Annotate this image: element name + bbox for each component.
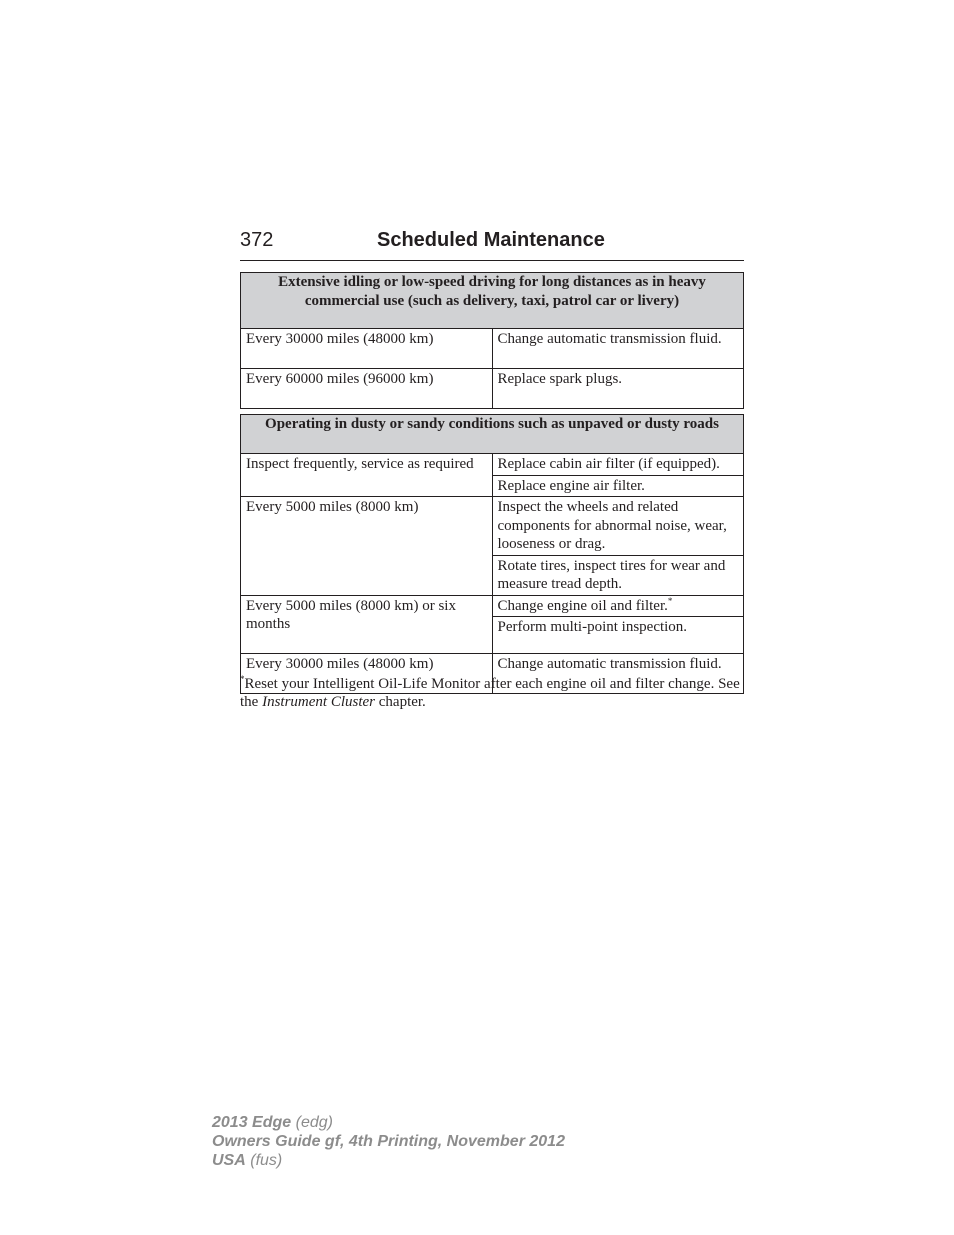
- table-row: [241, 595, 744, 617]
- maintenance-table-idling: [240, 272, 744, 409]
- table-row: [241, 369, 744, 409]
- task-cell: Rotate tires, inspect tires for wear and measure tread depth.: [492, 555, 744, 595]
- table-heading: Operating in dusty or sandy conditions such as unpaved or dusty roads: [241, 415, 744, 454]
- task-cell: Change automatic transmission fluid.: [492, 654, 744, 694]
- table-heading: Extensive idling or low-speed driving for long distances as in heavy commercial use (such as delivery, taxi, patrol car or livery): [241, 273, 744, 329]
- page-number: 372: [240, 229, 274, 251]
- interval-cell: Every 30000 miles (48000 km): [241, 329, 493, 369]
- interval-cell: Inspect frequently, service as required: [241, 454, 493, 497]
- interval-cell: Every 30000 miles (48000 km): [241, 654, 493, 694]
- footnote-text: Reset your Intelligent Oil-Life Monitor after each engine oil and filter change. See the: [240, 676, 740, 710]
- footer-guide: Owners Guide gf, 4th Printing, November 2012: [212, 1133, 565, 1150]
- table-row: [241, 497, 744, 556]
- footnote-text-end: chapter.: [375, 694, 426, 710]
- footer-model: 2013 Edge: [212, 1114, 292, 1131]
- table-row: [241, 454, 744, 476]
- task-cell: Replace cabin air filter (if equipped).: [492, 454, 744, 476]
- footnote-mark: *: [240, 674, 245, 684]
- task-cell: Perform multi-point inspection.: [492, 617, 744, 654]
- maintenance-table-dusty: [240, 414, 744, 694]
- interval-cell: Every 5000 miles (8000 km): [241, 497, 493, 596]
- footnote-mark: *: [667, 595, 673, 606]
- footer-model-code: (edg): [295, 1114, 333, 1131]
- task-cell: Change automatic transmission fluid.: [492, 329, 744, 369]
- section-title: Scheduled Maintenance: [377, 229, 605, 251]
- task-cell: Replace spark plugs.: [492, 369, 744, 409]
- footer-market: USA: [212, 1152, 246, 1169]
- footnote: [240, 675, 744, 711]
- interval-cell: Every 60000 miles (96000 km): [241, 369, 493, 409]
- footer-market-code: (fus): [250, 1152, 283, 1169]
- table-row: [241, 329, 744, 369]
- task-cell: Replace engine air filter.: [492, 475, 744, 497]
- footnote-chapter-reference: Instrument Cluster: [262, 694, 375, 710]
- task-text: Change engine oil and filter.: [497, 597, 668, 614]
- task-cell: Inspect the wheels and related components for abnormal noise, wear, looseness or drag.: [492, 497, 744, 556]
- task-cell: [492, 595, 744, 617]
- page-header: [240, 228, 744, 261]
- print-footer: [212, 1113, 565, 1170]
- interval-cell: Every 5000 miles (8000 km) or six months: [241, 595, 493, 654]
